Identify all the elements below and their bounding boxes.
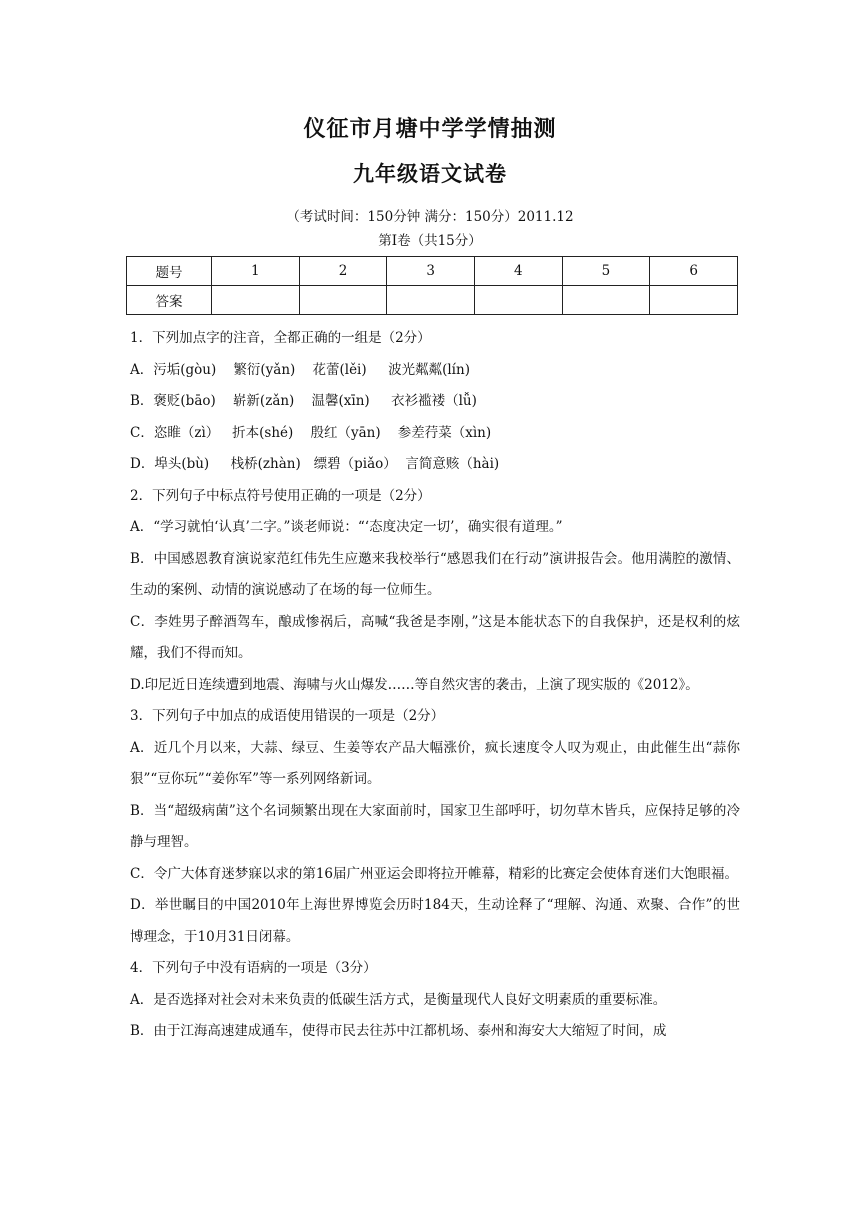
answer-cell[interactable]	[650, 286, 738, 315]
question-number-cell: 5	[562, 257, 650, 286]
section-title: 第Ⅰ卷（共15分）	[378, 233, 482, 249]
question-2-stem: 2．下列句子中标点符号使用正确的一项是（2分）	[130, 487, 431, 504]
question-3-option-a: A．近几个月以来，大蒜、绿豆、生姜等农产品大幅涨价，疯长速度令人叹为观止，由此催生出“蒜你狠”“豆你玩”“姜你军”等一系列网络新词。	[130, 739, 740, 787]
question-3-option-b: B．当“超级病菌”这个名词频繁出现在大家面前时，国家卫生部呼吁，切勿草木皆兵，应保持足够的冷静与理智。	[130, 802, 740, 850]
question-2-option-c: C．李姓男子醉酒驾车，酿成惨祸后，高喊“我爸是李刚，”这是本能状态下的自我保护，还是权利的炫耀，我们不得而知。	[130, 613, 740, 661]
question-1-option-b: B．褒贬(bāo) 崭新(zǎn) 温馨(xīn) 衣衫褴褛（lǚ)	[130, 393, 477, 409]
question-1-stem: 1．下列加点字的注音，全都正确的一组是（2分）	[130, 330, 431, 346]
row-label-answer: 答案	[127, 286, 212, 315]
question-4-stem: 4．下列句子中没有语病的一项是（3分）	[130, 960, 377, 976]
question-2-option-d: D.印尼近日连续遭到地震、海啸与火山爆发……等自然灾害的袭击，上演了现实版的《2012》。	[130, 676, 699, 693]
table-row-answers	[127, 286, 738, 315]
questions-body	[130, 323, 740, 1048]
paper-title: 九年级语文试卷	[353, 162, 507, 186]
question-3-option-c: C．令广大体育迷梦寐以求的第16届广州亚运会即将拉开帷幕，精彩的比赛定会使体育迷们大饱眼福。	[130, 865, 739, 882]
question-3-stem: 3．下列句子中加点的成语使用错误的一项是（2分）	[130, 708, 445, 724]
question-number-cell: 6	[650, 257, 738, 286]
answer-cell[interactable]	[387, 286, 475, 315]
question-2-option-a: A．“学习就怕‘认真’二字。”谈老师说：“‘态度决定一切’，确实很有道理。”	[130, 519, 563, 535]
row-label-question-no: 题号	[127, 257, 212, 286]
question-3-option-d: D．举世瞩目的中国2010年上海世界博览会历时184天，生动诠释了“理解、沟通、欢聚、合作”的世博理念，于10月31日闭幕。	[130, 897, 740, 945]
exam-info: （考试时间：150分钟 满分：150分）2011.12	[286, 209, 574, 225]
question-number-cell: 1	[212, 257, 300, 286]
table-row-numbers	[127, 257, 738, 286]
question-1-option-c: C．恣睢（zì） 折本(shé) 殷红（yān) 参差荇菜（xìn)	[130, 424, 492, 441]
answer-table	[126, 256, 738, 315]
question-1-option-a: A．污垢(gòu) 繁衍(yǎn) 花蕾(lěi) 波光粼粼(lín)	[130, 361, 470, 378]
answer-cell[interactable]	[299, 286, 387, 315]
question-number-cell: 4	[474, 257, 562, 286]
question-number-cell: 3	[387, 257, 475, 286]
question-4-option-b: B．由于江海高速建成通车，使得市民去往苏中江都机场、泰州和海安大大缩短了时间，成	[130, 1023, 667, 1039]
question-number-cell: 2	[299, 257, 387, 286]
answer-cell[interactable]	[474, 286, 562, 315]
question-4-option-a: A．是否选择对社会对未来负责的低碳生活方式，是衡量现代人良好文明素质的重要标准。	[130, 991, 667, 1008]
answer-cell[interactable]	[212, 286, 300, 315]
school-title: 仪征市月塘中学学情抽测	[303, 117, 557, 142]
answer-cell[interactable]	[562, 286, 650, 315]
question-1-option-d: D．埠头(bù) 栈桥(zhàn) 缥碧（piǎo） 言简意赅（hài)	[130, 456, 500, 472]
question-2-option-b: B．中国感恩教育演说家范红伟先生应邀来我校举行“感恩我们在行动”演讲报告会。他用满腔的激情、生动的案例、动情的演说感动了在场的每一位师生。	[130, 550, 740, 598]
